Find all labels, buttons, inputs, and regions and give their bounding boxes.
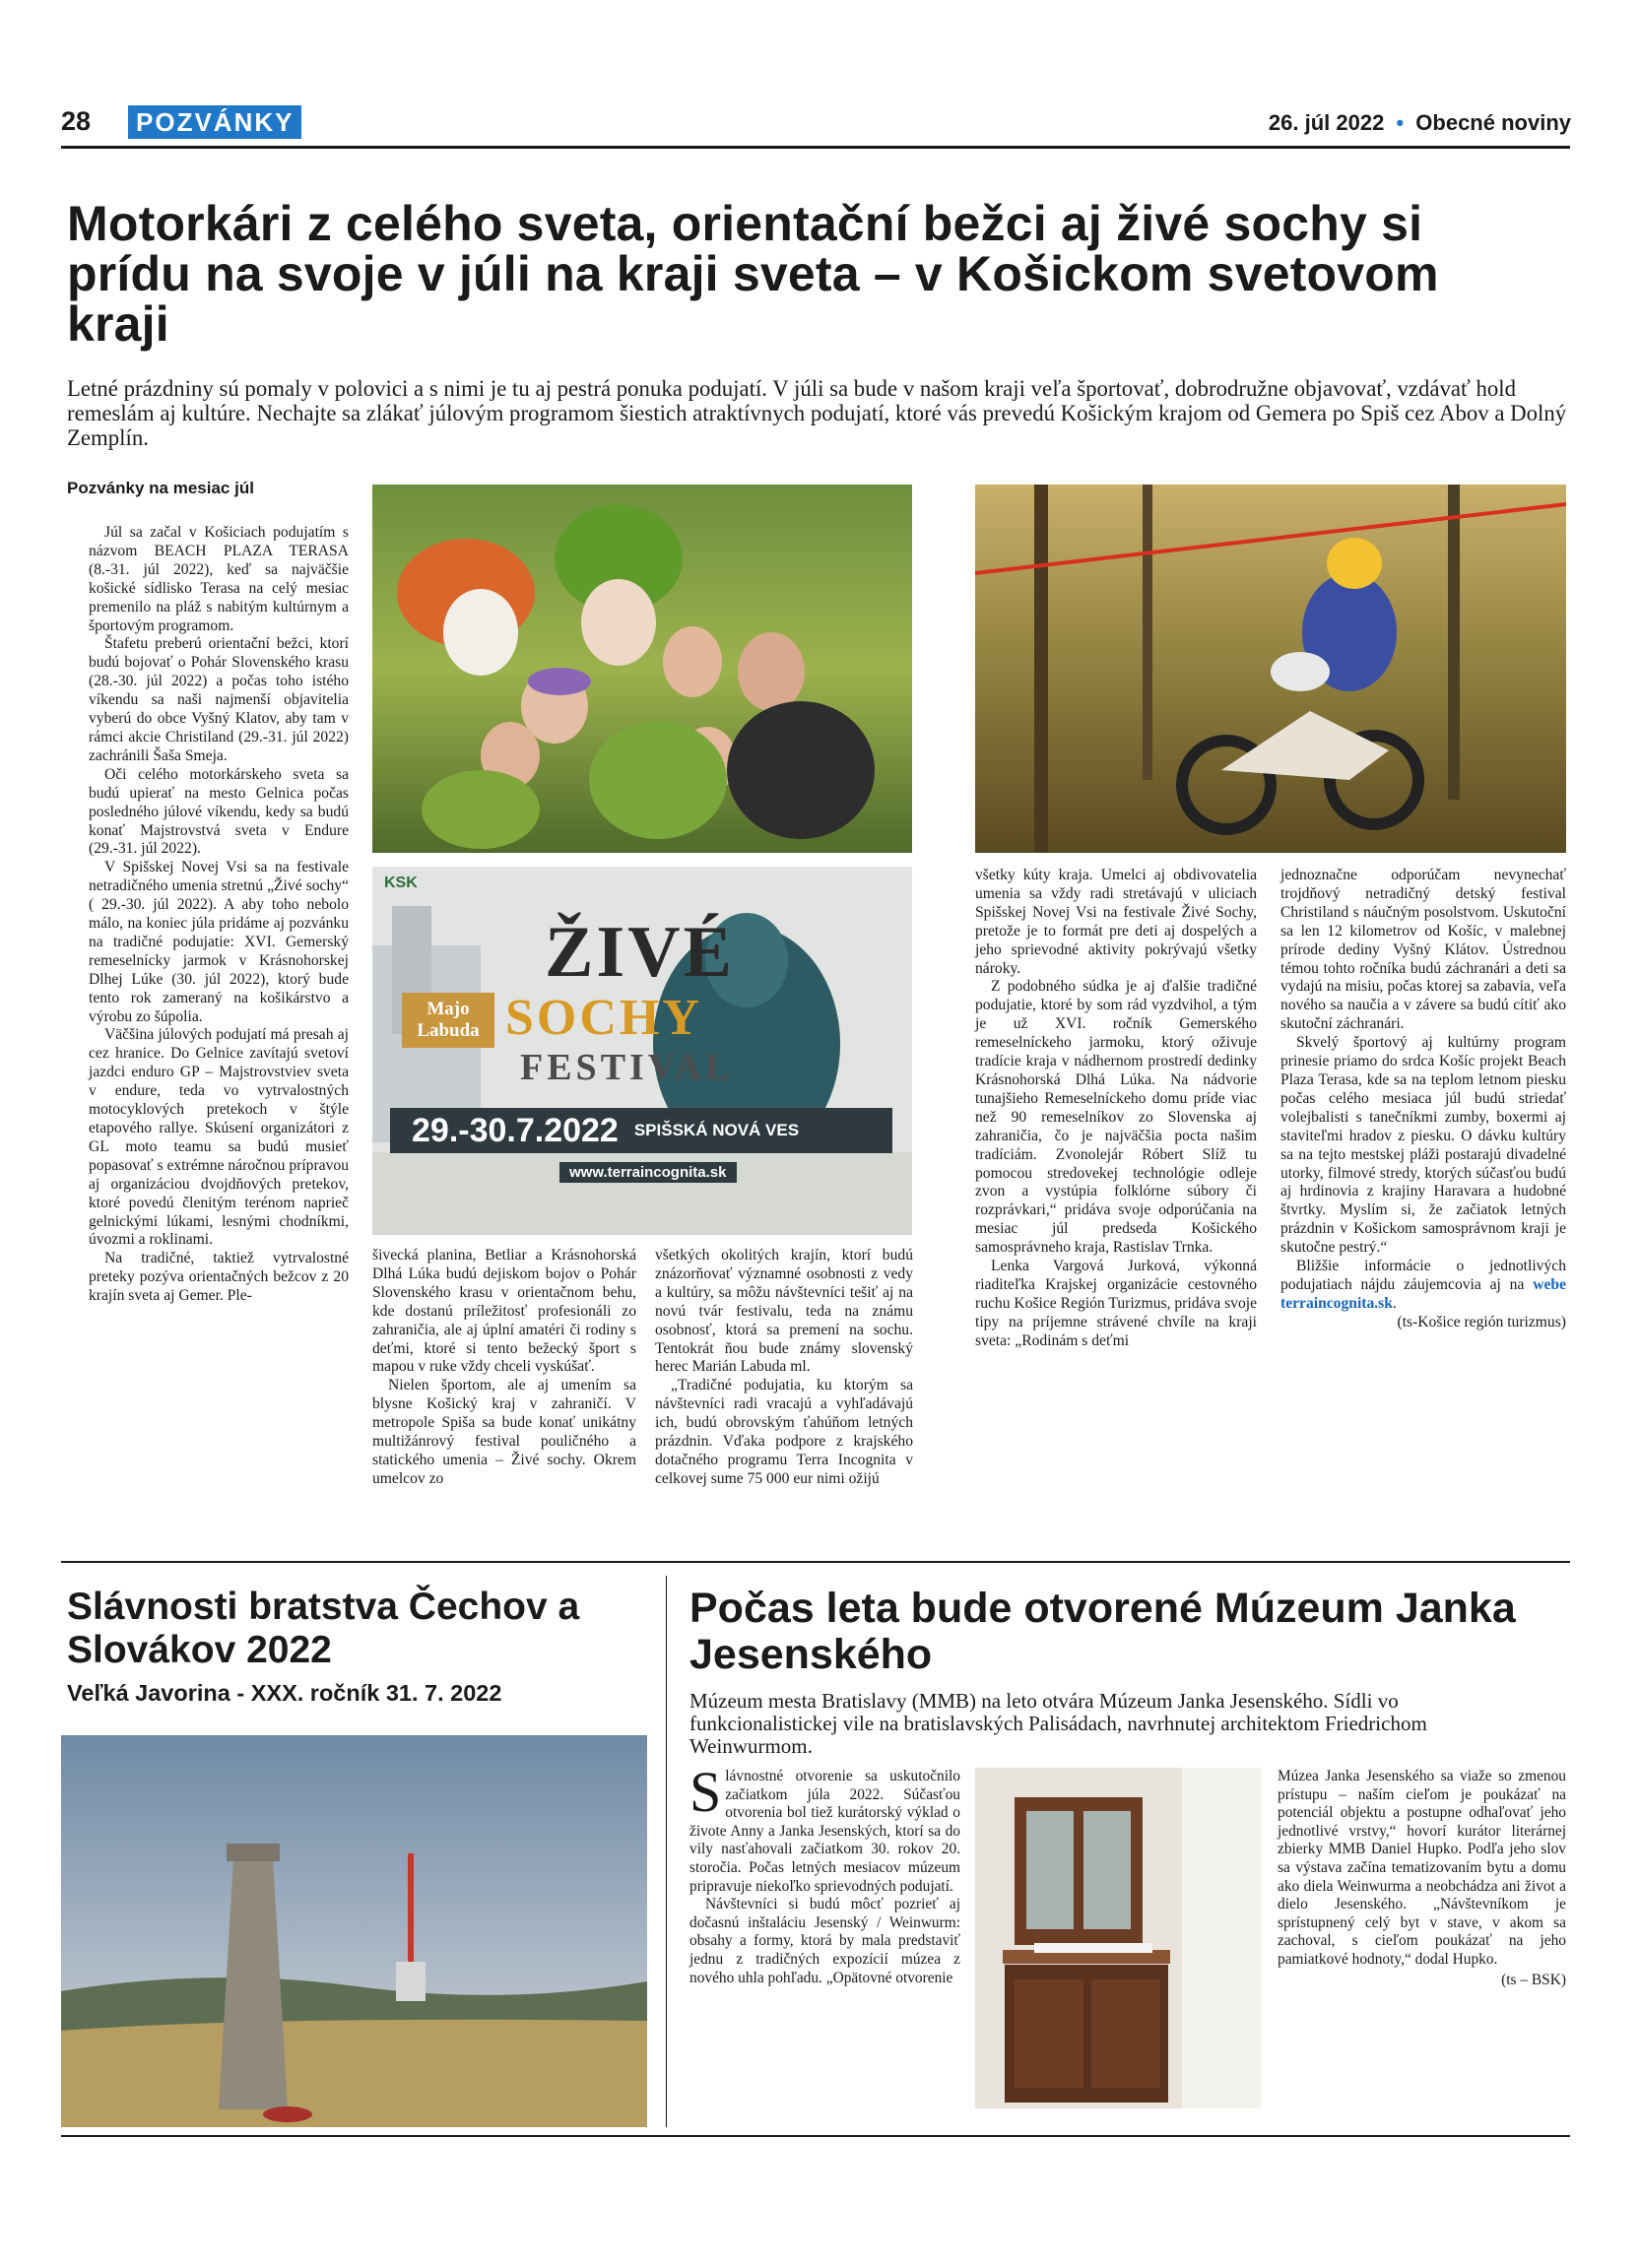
drop-cap: S bbox=[689, 1760, 722, 1824]
paragraph: Štafetu preberú orientační bežci, ktorí budú bojovať o Pohár Slovenského krasu (28.-30. júl 2022) a počas toho istého víkendu sa naši najmenší objavitelia vyberú do obce Vyšný Klatov, aby tam v rámci akcie Christiland (29.-31. júl 2022) zachránili Šaša Smeja. bbox=[89, 635, 349, 764]
paragraph: Návštevníci si budú môcť pozrieť aj dočasnú inštaláciu Jesenský / Weinwurm: obsahy a formy, ktorá by mala predstaviť jednu z tradičných expozícií múzea z nového uhla pohľadu. „Opätovné otvorenie bbox=[689, 1896, 960, 1986]
guest-last-name: Labuda bbox=[417, 1020, 480, 1041]
paragraph: Väčšina júlových podujatí má presah aj cez hranice. Do Gelnice zavítajú svetoví jazdci enduro GP – Majstrovstviev sveta v endure, teda vo vytrvalostných motocyklových pretekoch v štýle etapového rallye. Skúsení organizátori z GL moto teamu sa budú musieť popasovať s extrémne náročnou prípravou aj organizáciou dvojdňových pretekov, ktoré povedú členitým terénom naprieč gelnickými lúkami, lesnými chodníkmi, úvozmi a roklinami. bbox=[89, 1026, 349, 1249]
article-headline: Motorkári z celého sveta, orientační bežci aj živé sochy si prídu na svoje v júli na kraji sveta – v Košickom svetovom kraji bbox=[67, 196, 1439, 352]
paper-name: Obecné noviny bbox=[1415, 110, 1571, 135]
festival-url: www.terraincognita.sk bbox=[559, 1162, 737, 1183]
paragraph: všetky kúty kraja. Umelci aj obdivovatelia umenia sa vždy radi stretávajú v uliciach Spišskej Novej Vsi na festivale Živé Sochy, pretože je to formát pre deti aj dospelých a jeho sprievodné aktivity pokrývajú všetky nároky. bbox=[975, 867, 1257, 977]
article-divider bbox=[61, 1561, 1570, 1563]
festival-title-mid: SOCHY bbox=[505, 990, 702, 1046]
festival-place: SPIŠSKÁ NOVÁ VES bbox=[633, 1121, 800, 1139]
festival-title-bottom: FESTIVAL bbox=[520, 1047, 735, 1088]
festival-date-strip bbox=[390, 1108, 892, 1153]
paragraph bbox=[1280, 1258, 1566, 1314]
page-number: 28 bbox=[61, 106, 92, 136]
footer-rule bbox=[61, 2135, 1570, 2137]
paragraph: Oči celého motorkárskeho sveta sa budú upierať na mesto Gelnica počas posledného júlové víkendu, kedy sa budú konať Majstrovstvá sveta v Endure (29.-31. júl 2022). bbox=[89, 765, 349, 858]
article3-column-3 bbox=[1278, 1768, 1566, 1989]
festival-banner bbox=[372, 867, 912, 1235]
article1-column-3 bbox=[655, 1247, 913, 1489]
info-text-end: . bbox=[1392, 1294, 1397, 1312]
header-rule bbox=[61, 146, 1570, 149]
jesensky-museum-interior-photo bbox=[975, 1768, 1261, 2108]
paragraph: Skvelý športový aj kultúrny program prinesie priamo do srdca Košíc projekt Beach Plaza Terasa, kde sa na teplom letnom piesku počas celého mesiaca júl budú striedať volejbalisti s tanečníkmi zumby, boxermi aj staviteľmi hradov z piesku. O dávku kultúry sa na tejto mestskej pláži postarajú divadelné utorky, filmové stredy, ktorých súčasťou budú aj hrdinovia z krajiny Haravara a hudobné štvrtky. Myslím si, že začiatok letných prázdnin v Košickom samosprávnom kraji je skutočne pestrý.“ bbox=[1280, 1034, 1566, 1257]
article3-headline: Počas leta bude otvorené Múzeum Janka Jesenského bbox=[689, 1585, 1516, 1678]
article2-subhead: Veľká Javorina - XXX. ročník 31. 7. 2022 bbox=[67, 1680, 502, 1706]
info-text: Bližšie informácie o jednotlivých podujatiach nájdu záujemcovia aj na bbox=[1280, 1258, 1566, 1293]
paragraph: jednoznačne odporúčam nevynechať trojdňový netradičný detský festival Christiland s náučným posolstvom. Uskutoční sa len 12 kilometrov od Košíc, v malebnej prírode dediny Vyšný Klátov. Ústrednou témou tohto ročníka budú záchranári a deti sa vydajú na misiu, počas ktorej sa zabavia, veľa nového sa naučia a v závere sa budú cítiť ako skutoční záchranári. bbox=[1280, 867, 1566, 1033]
separator-dot: • bbox=[1396, 110, 1405, 135]
paragraph: šivecká planina, Betliar a Krásnohorská Dlhá Lúka budú dejiskom bojov o Pohár Slovenského krasu v orientačnom behu, kde dostanú príležitosť profesionáli zo zahraničia, ale aj úplní amatéri či rodiny s deťmi, ktoré si tento bežecký šport s mapou v ruke vždy chceli vyskúšať. bbox=[372, 1247, 636, 1376]
enduro-motorcycle-photo bbox=[975, 485, 1566, 853]
clowns-family-photo bbox=[372, 485, 912, 853]
javorina-memorial-photo bbox=[61, 1735, 647, 2127]
issue-info bbox=[1269, 110, 1571, 136]
section-label: POZVÁNKY bbox=[128, 105, 301, 139]
guest-name-box bbox=[402, 993, 494, 1048]
article1-column-2 bbox=[372, 1247, 636, 1489]
article3-column-1 bbox=[689, 1760, 960, 1987]
festival-dates: 29.-30.7.2022 bbox=[412, 1111, 619, 1149]
article2-headline: Slávnosti bratstva Čechov a Slovákov 2022 bbox=[67, 1586, 580, 1671]
paragraph: V Spišskej Novej Vsi sa na festivale netradičného umenia stretnú „Živé sochy“ ( 29.-30. júl 2022). A aby toho nebolo málo, na koniec júla pridáme aj pozvánku na tradičné podujatie: XVI. Gemerský remeselnícky jarmok v Krásnohorskej Dlhej Lúke (30. júl 2022), ktorý bude tento rok zameraný na košikárstvo a výrobu zo šúpolia. bbox=[89, 859, 349, 1025]
article1-column-1 bbox=[89, 524, 349, 1306]
paragraph-text: lávnostné otvorenie sa uskutočnilo začiatkom júla 2022. Súčasťou otvorenia bol tiež kurátorský výklad o živote Anny a Janka Jesenských, ktorí sa do vily nasťahovali začiatkom 30. rokov 20. storočia. Počas letných mesiacov múzeum pripravuje niekoľko sprievodných podujatí. bbox=[689, 1768, 960, 1895]
paragraph: Lenka Vargová Jurková, výkonná riaditeľka Krajskej organizácie cestovného ruchu Košice Región Turizmus, pridáva svoje tipy na príjemne strávené chvíle na kraji sveta: „Rodinám s deťmi bbox=[975, 1258, 1257, 1349]
article1-column-5 bbox=[1280, 867, 1566, 1332]
paragraph: Júl sa začal v Košiciach podujatím s názvom BEACH PLAZA TERASA (8.-31. júl 2022), keď sa najväčšie košické sídlisko Terasa na celý mesiac premenilo na pláž s nabitým kultúrnym a športovým programom. bbox=[89, 524, 349, 634]
paragraph: Z podobného súdka je aj ďalšie tradičné podujatie, ktoré by som rád vyzdvihol, a tým je už XVI. ročník Gemerského remeselníckeho jarmoku, ktorý oživuje tradície kraja v nádhernom prostredí dedinky Krásnohorská Dlhá Lúka. Na nádvorie tunajšieho Remeselníckeho domu príde viac než 90 remeselníkov zo Slovenska aj zahraničia, čo je najväčšia pocta našim tradíciám. Zvonolejár Róbert Slíž tu pomocou stredovekej technológie odleje zvon a vystúpia folklórne súbory či rozprávkari,“ pridáva svoje odporúčania na mesiac júl predseda Košického samosprávneho kraja, Rastislav Trnka. bbox=[975, 978, 1257, 1257]
paragraph: Na tradičné, taktiež vytrvalostné preteky pozýva orientačných bežcov z 20 krajín sveta aj Gemer. Ple- bbox=[89, 1250, 349, 1305]
article1-credit: (ts-Košice región turizmus) bbox=[1397, 1313, 1566, 1330]
festival-title-top: ŽIVÉ bbox=[545, 912, 735, 993]
paragraph: Múzea Janka Jesenského sa viaže so zmenou prístupu – naším cieľom je poukázať na potenciál objektu a postupne odhaľovať jeho jednotlivé vrstvy,“ hovorí kurátor literárnej zbierky MMB Daniel Hupko. Podľa jeho slov sa výstava začína tematizovaním bytu a domu ako diela Weinwurma a neobchádza ani život a dielo Jesenského. „Návštevníkom je sprístupnený celý byt v stave, v akom sa zachoval, s cieľom poukázať na jeho pamiatkové hodnoty,“ dodal Hupko. bbox=[1278, 1768, 1566, 1968]
article3-lead: Múzeum mesta Bratislavy (MMB) na leto otvára Múzeum Janka Jesenského. Sídli vo funkcionalistickej vile na bratislavských Palisádach, navrhnutej architektom Friedrichom Weinwurmom. bbox=[689, 1689, 1427, 1758]
paragraph: Nielen športom, ale aj umením sa blysne Košický kraj v zahraničí. V metropole Spiša sa bude konať unikátny multižánrový festival pouličného a statického umenia – Živé sochy. Okrem umelcov zo bbox=[372, 1377, 636, 1487]
article1-column-4 bbox=[975, 867, 1257, 1351]
paragraph bbox=[689, 1760, 960, 1896]
guest-first-name: Majo bbox=[426, 999, 470, 1019]
article-lead: Letné prázdniny sú pomaly v polovici a s nimi je tu aj pestrá ponuka podujatí. V júli sa bude v našom kraji veľa športovať, dobrodružne objavovať, vzdávať hold remeslám aj kultúre. Nechajte sa zlákať júlovým programom šiestich atraktívnych podujatí, ktoré vás prevedú Košickým krajom od Gemera po Spiš cez Abov a Dolný Zemplín. bbox=[67, 376, 1567, 450]
issue-date: 26. júl 2022 bbox=[1268, 110, 1385, 135]
ksk-logo: KSK bbox=[384, 875, 418, 891]
article-subhead: Pozvánky na mesiac júl bbox=[67, 479, 254, 497]
article3-credit: (ts – BSK) bbox=[1501, 1971, 1566, 1988]
terraincognita-link[interactable]: webe terraincognita.sk bbox=[1280, 1275, 1566, 1312]
paragraph: všetkých okolitých krajín, ktorí budú znázorňovať významné osobnosti z vedy a kultúry, sa môžu návštevníci tešiť aj na novú tvár festivalu, teda na známu osobnosť, ktorá sa premení na sochu. Tentokrát ňou bude známy slovenský herec Marián Labuda ml. bbox=[655, 1247, 913, 1376]
column-divider bbox=[666, 1576, 667, 2127]
paragraph: „Tradičné podujatia, ku ktorým sa návštevníci radi vracajú a vyhľadávajú ich, budú obrovským ťahúňom letných prázdnin. Vďaka podpore z krajského dotačného programu Terra Incognita v celkovej sume 75 000 eur nimi ožijú bbox=[655, 1377, 913, 1487]
